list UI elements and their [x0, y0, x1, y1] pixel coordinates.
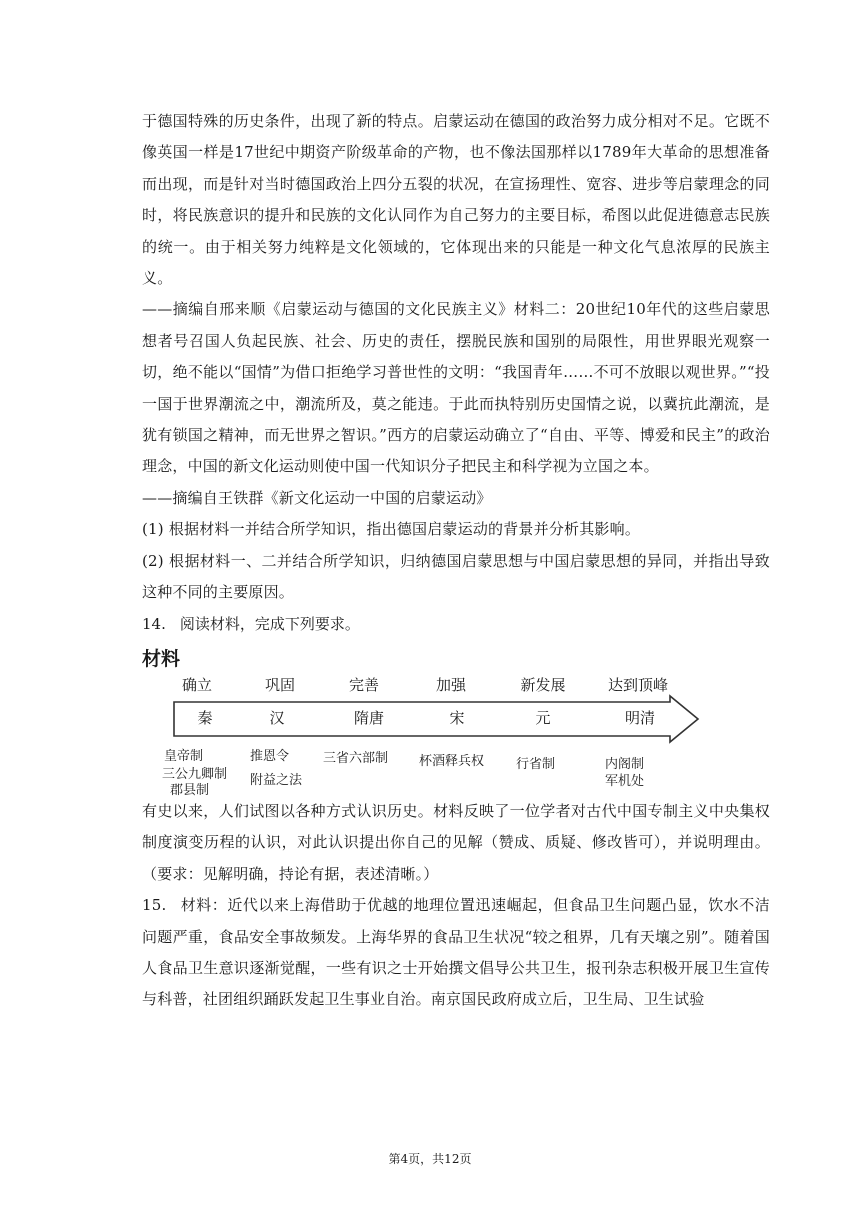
institution-label: 皇帝制: [164, 748, 204, 764]
stage-label: 巩固: [264, 675, 296, 694]
timeline-diagram: [142, 644, 770, 798]
sub-question-2: (2) 根据材料一、二并结合所学知识，归纳德国启蒙思想与中国启蒙思想的异同，并指出导致这种不同的主要原因。: [142, 551, 770, 602]
question-14: [142, 609, 770, 640]
material-label: 材料: [142, 647, 181, 670]
institution-label: 内阁制: [605, 756, 645, 772]
sub-question-1: (1) 根据材料一并结合所学知识，指出德国启蒙运动的背景并分析其影响。: [142, 520, 641, 539]
institution-label: 杯酒释兵权: [419, 753, 485, 769]
institution-label: 附益之法: [250, 772, 303, 788]
stage-label: 达到顶峰: [607, 675, 669, 694]
dynasty-label: 汉: [269, 708, 285, 727]
stage-label: 完善: [348, 675, 380, 694]
dynasty-label: 宋: [449, 708, 465, 727]
question-number: 14.: [142, 614, 166, 633]
institution-label: 行省制: [516, 756, 556, 772]
source-citation: ——摘编自王铁群《新文化运动一中国的启蒙运动》: [142, 488, 492, 507]
dynasty-label: 明清: [624, 708, 656, 727]
dynasty-label: 秦: [197, 708, 213, 727]
dynasty-label: 隋唐: [353, 708, 385, 727]
institution-label: 三省六部制: [323, 750, 389, 766]
stage-label: 新发展: [520, 675, 566, 694]
institution-label: 三公九卿制: [162, 766, 228, 782]
material-one-text: 于德国特殊的历史条件，出现了新的特点。启蒙运动在德国的政治努力成分相对不足。它既不像英国一样是17世纪中期资产阶级革命的产物，也不像法国那样以1789年大革命的思想准备而出现，而是针对当时德国政治上四分五裂的状况，在宣扬理性、宽容、进步等启蒙理念的同时，将民族意识的提升和民族的文化认同作为自己努力的主要目标，希图以此促进德意志民族的统一。由于相关努力纯粹是文化领域的，它体现出来的只能是一种文化气息浓厚的民族主义。: [142, 112, 770, 288]
question-14-body: 有史以来，人们试图以各种方式认识历史。材料反映了一位学者对古代中国专制主义中央集权制度演变历程的认识，对此认识提出你自己的见解（赞成、质疑、修改皆可），并说明理由。（要求：见解明确，持论有据，表述清晰。）: [142, 801, 770, 883]
question-15: [142, 890, 770, 1016]
material-two-text: ——摘编自邢来顺《启蒙运动与德国的文化民族主义》材料二：20世纪10年代的这些启蒙思想者号召国人负起民族、社会、历史的责任，摆脱民族和国别的局限性，用世界眼光观察一切，绝不能以“国情”为借口拒绝学习普世性的文明：“我国青年……不可不放眼以观世界。”“投一国于世界潮流之中，潮流所及，莫之能违。于此而执特别历史国情之说，以冀抗此潮流，是犹有锁国之精神，而无世界之智识。”西方的启蒙运动确立了“自由、平等、博爱和民主”的政治理念，中国的新文化运动则使中国一代知识分子把民主和科学视为立国之本。: [142, 300, 770, 476]
question-text: 材料：近代以来上海借助于优越的地理位置迅速崛起，但食品卫生问题凸显，饮水不洁问题严重，食品安全事故频发。上海华界的食品卫生状况“较之租界，几有天壤之别”。随着国人食品卫生意识逐渐觉醒，一些有识之士开始撰文倡导公共卫生，报刊杂志积极开展卫生宣传与科普，社团组织踊跃发起卫生事业自治。南京国民政府成立后，卫生局、卫生试验: [142, 896, 770, 1009]
dynasty-label: 元: [535, 708, 551, 727]
institution-label: 军机处: [605, 773, 645, 789]
question-text: 阅读材料，完成下列要求。: [179, 614, 360, 633]
page-footer: 第4页，共12页: [388, 1152, 472, 1166]
institution-label: 推恩令: [250, 748, 290, 764]
stage-label: 加强: [435, 675, 467, 694]
question-number: 15.: [142, 896, 167, 915]
institution-label: 郡县制: [170, 782, 210, 798]
page-content: [142, 106, 770, 1016]
stage-label: 确立: [181, 675, 213, 694]
timeline-arrow-icon: [172, 694, 702, 744]
